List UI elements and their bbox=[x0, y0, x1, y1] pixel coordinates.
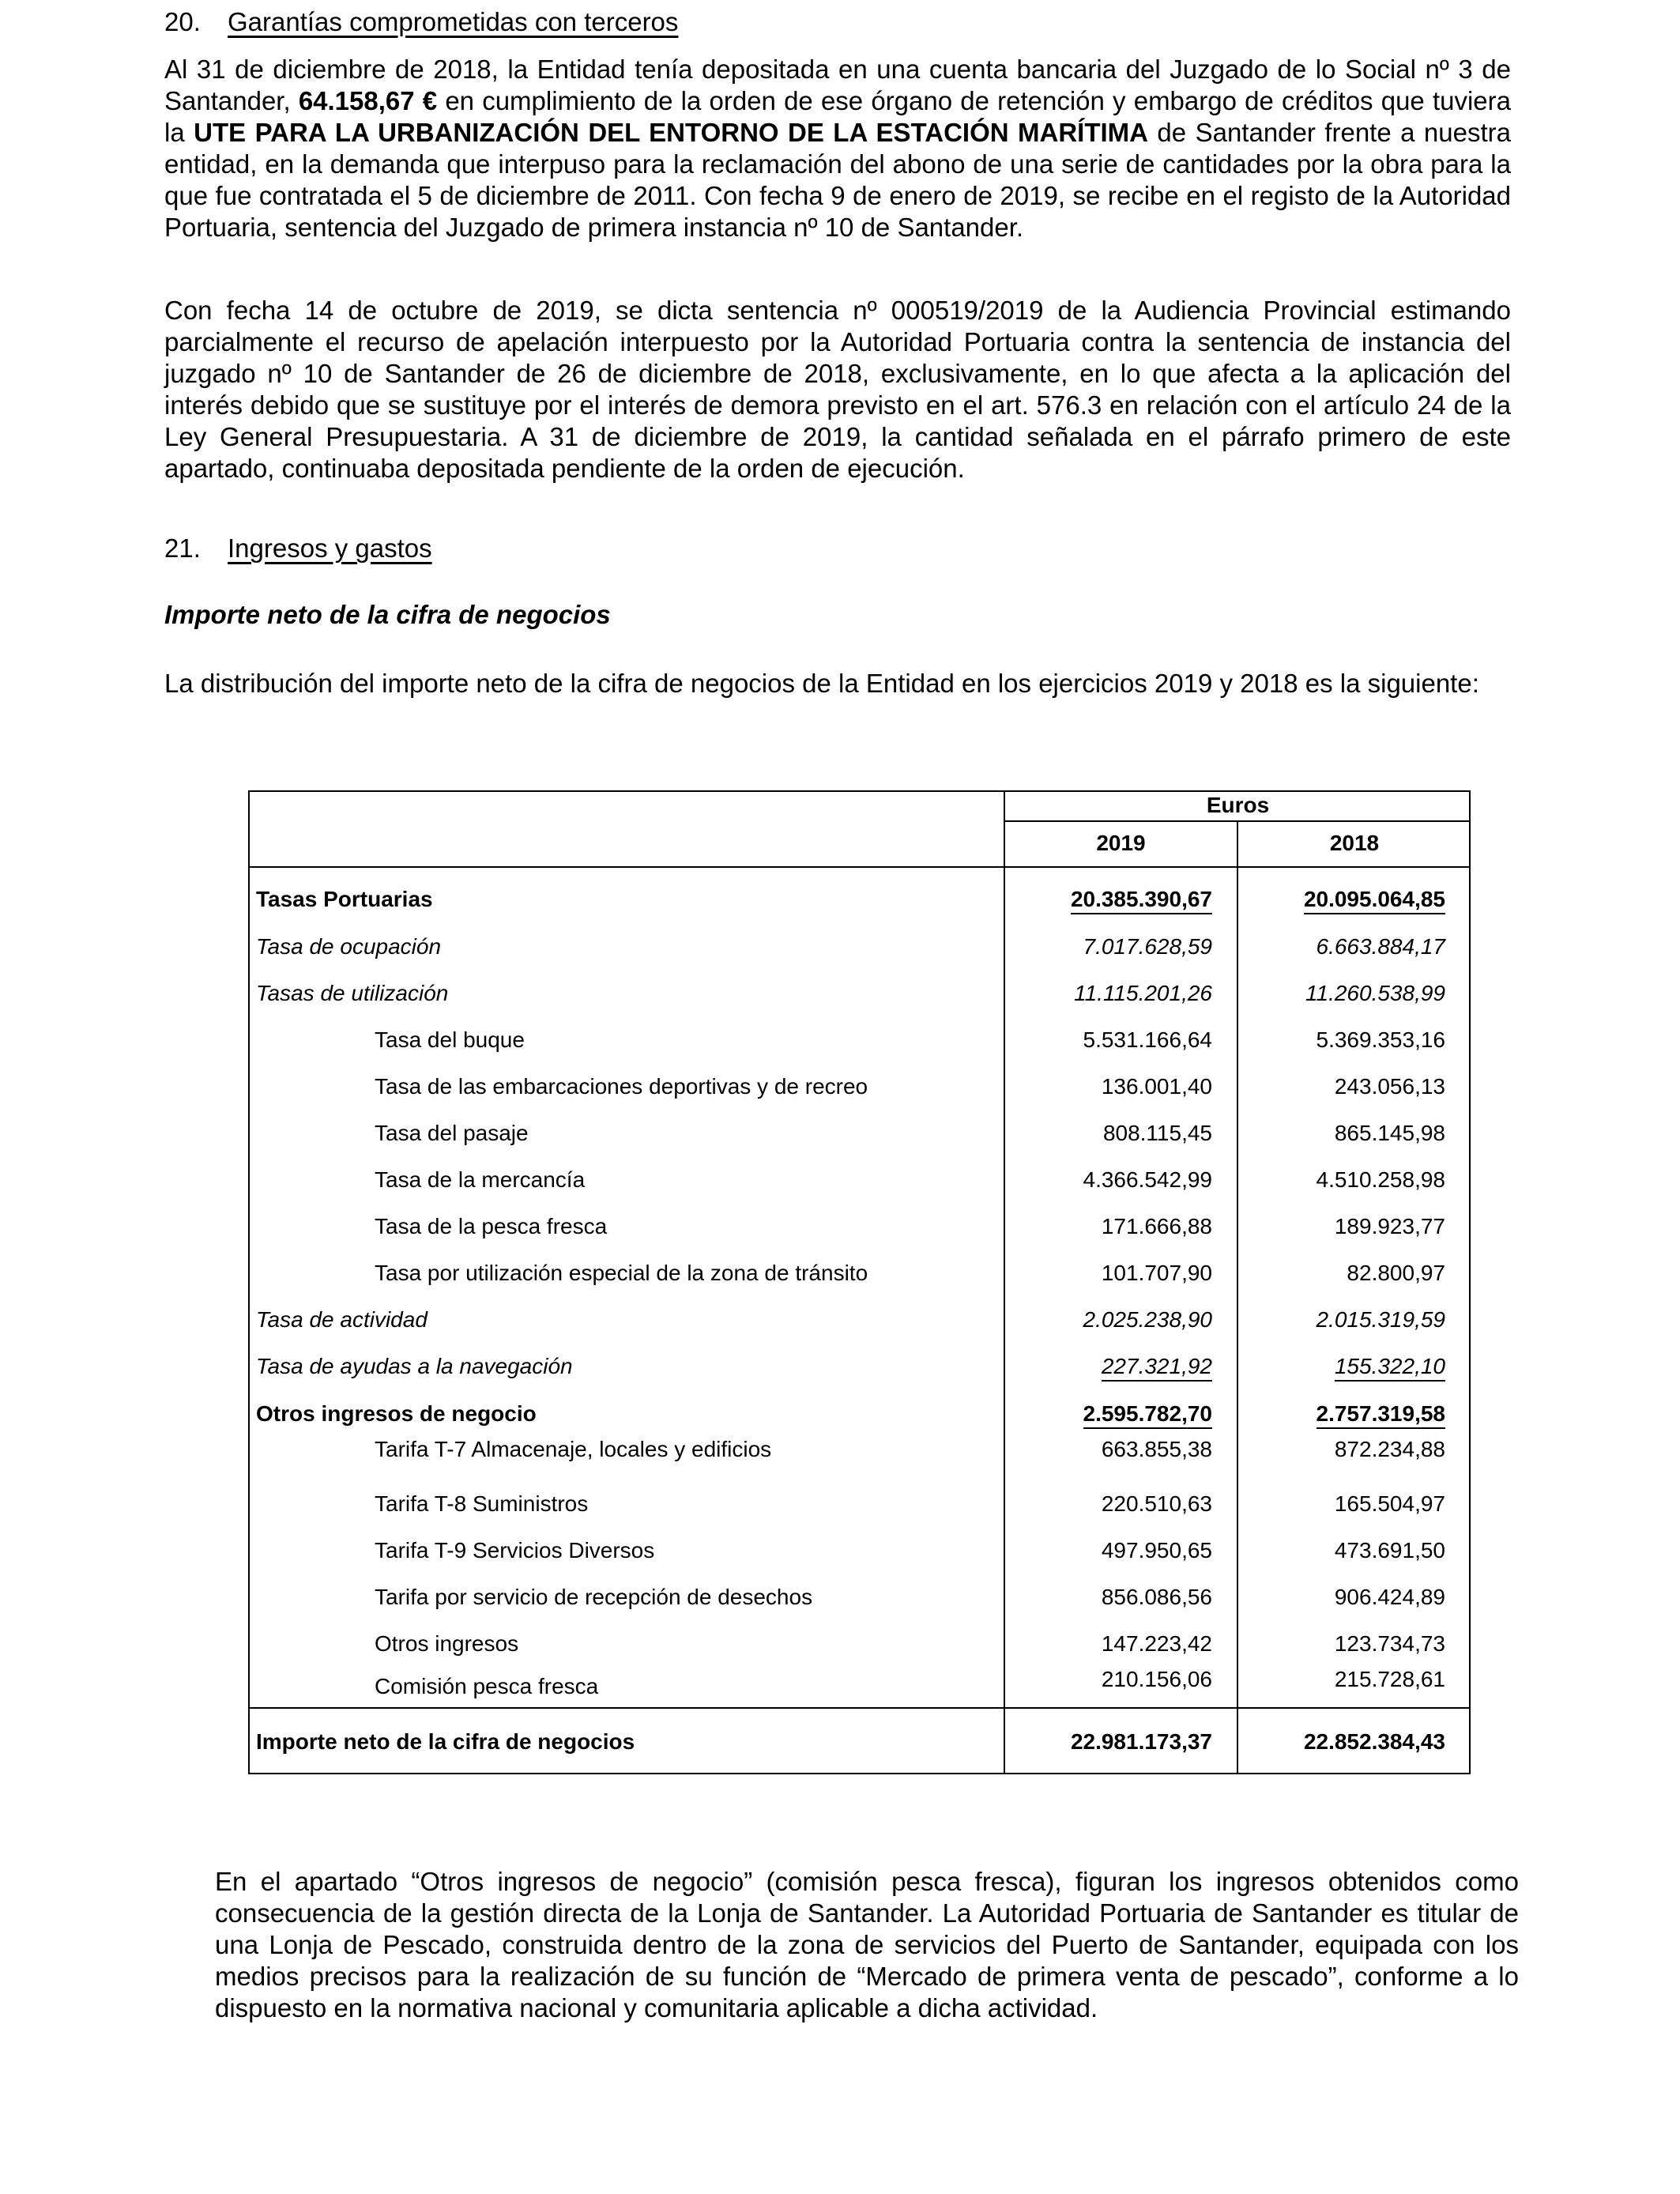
value-2019: 11.115.201,26 bbox=[1074, 981, 1212, 1005]
text-run: Al 31 de diciembre de 2018, la Entidad tenía depositada en una cuenta bancaria del Juzgado de lo Social nº 3 de Santander, bbox=[164, 55, 1511, 115]
subsection-title: Importe neto de la cifra de negocios bbox=[164, 600, 611, 629]
value-2019: 220.510,63 bbox=[1101, 1491, 1212, 1516]
value-2018: 11.260.538,99 bbox=[1305, 981, 1445, 1005]
row-label: Tasa por utilización especial de la zona de tránsito bbox=[375, 1261, 868, 1285]
row-label: Tasa de la mercancía bbox=[375, 1167, 586, 1192]
total-divider bbox=[250, 1707, 1471, 1709]
value-2019: 856.086,56 bbox=[1101, 1585, 1212, 1609]
section-number: 21. bbox=[164, 533, 201, 563]
value-2019: 171.666,88 bbox=[1101, 1214, 1212, 1238]
row-label: Tasa de actividad bbox=[256, 1307, 428, 1332]
row-label: Comisión pesca fresca bbox=[375, 1674, 599, 1698]
value-2018: 189.923,77 bbox=[1334, 1214, 1445, 1238]
row-label: Tasas Portuarias bbox=[256, 887, 433, 911]
value-2018: 2.015.319,59 bbox=[1316, 1307, 1445, 1332]
value-2019: 136.001,40 bbox=[1101, 1074, 1212, 1099]
value-2018: 123.734,73 bbox=[1334, 1631, 1445, 1656]
section-20-paragraph-2: Con fecha 14 de octubre de 2019, se dicta sentencia nº 000519/2019 de la Audiencia Provincial estimando parcialmente el recurso de apelación interpuesto por la Autoridad Portuaria contra la sentencia de instancia del juzgado nº 10 de Santander de 26 de diciembre de 2018, exclusivamente, en lo que afecta a la aplicación del interés debido que se sustituye por el interés de demora previsto en el art. 576.3 en relación con el artículo 24 de la Ley General Presupuestaria. A 31 de diciembre de 2019, la cantidad señalada en el párrafo primero de este apartado, continuaba depositada pendiente de la orden de ejecución. bbox=[164, 296, 1511, 483]
value-2019: 2.025.238,90 bbox=[1083, 1307, 1212, 1332]
total-label: Importe neto de la cifra de negocios bbox=[256, 1729, 635, 1754]
value-2018: 165.504,97 bbox=[1334, 1491, 1445, 1516]
entity-bold: UTE PARA LA URBANIZACIÓN DEL ENTORNO DE LA ESTACIÓN MARÍTIMA bbox=[194, 118, 1148, 147]
text-run: en cumplimiento de la orden de ese órgano de retención y embargo de créditos que tuviera la bbox=[164, 86, 1511, 147]
column-divider bbox=[1004, 792, 1005, 1774]
row-label: Tarifa T-9 Servicios Diversos bbox=[375, 1538, 655, 1563]
row-label: Tasa de la pesca fresca bbox=[375, 1214, 608, 1238]
value-2018: 82.800,97 bbox=[1347, 1261, 1445, 1285]
value-2018: 473.691,50 bbox=[1334, 1538, 1445, 1563]
value-2018: 865.145,98 bbox=[1334, 1121, 1445, 1145]
value-2019: 101.707,90 bbox=[1101, 1261, 1212, 1285]
revenue-table bbox=[248, 790, 1471, 1774]
value-2018: 5.369.353,16 bbox=[1316, 1027, 1445, 1052]
text-run: de Santander frente a nuestra entidad, en la demanda que interpuso para la reclamación del abono de una serie de cantidades por la obra para la que fue contratada el 5 de diciembre de 2011. Con fecha 9 de enero de 2019, se recibe en el registo de la Autoridad Portuaria, sentencia del Juzgado de primera instancia nº 10 de Santander. bbox=[164, 118, 1511, 242]
value-2019: 2.595.782,70 bbox=[1083, 1400, 1213, 1429]
row-label: Tasas de utilización bbox=[256, 981, 449, 1005]
table-header-euros: Euros bbox=[1206, 793, 1270, 817]
value-2018: 2.757.319,58 bbox=[1317, 1400, 1446, 1429]
row-label: Tasa de ayudas a la navegación bbox=[256, 1354, 573, 1378]
column-divider bbox=[1237, 822, 1238, 1774]
closing-paragraph: En el apartado “Otros ingresos de negocio” (comisión pesca fresca), figuran los ingresos obtenidos como consecuencia de la gestión directa de la Lonja de Santander. La Autoridad Portuaria de Santander es titular de una Lonja de Pescado, construida dentro de la zona de servicios del Puerto de Santander, equipada con los medios precisos para la realización de su función de “Mercado de primera venta de pescado”, conforme a lo dispuesto en la normativa nacional y comunitaria aplicable a dicha actividad. bbox=[215, 1867, 1519, 2022]
header-divider bbox=[250, 866, 1471, 868]
value-2019: 227.321,92 bbox=[1102, 1353, 1212, 1382]
row-label: Otros ingresos de negocio bbox=[256, 1401, 537, 1426]
value-2019: 4.366.542,99 bbox=[1083, 1167, 1212, 1192]
table-header-2019: 2019 bbox=[1096, 831, 1146, 855]
total-value-2019: 22.981.173,37 bbox=[1070, 1729, 1212, 1754]
row-label: Tasa de ocupación bbox=[256, 934, 442, 959]
value-2019: 210.156,06 bbox=[1101, 1667, 1212, 1691]
value-2018: 906.424,89 bbox=[1334, 1585, 1445, 1609]
value-2018: 6.663.884,17 bbox=[1316, 934, 1445, 959]
section-20-heading bbox=[164, 6, 678, 38]
value-2019: 663.855,38 bbox=[1101, 1437, 1212, 1461]
value-2018: 243.056,13 bbox=[1334, 1074, 1445, 1099]
intro-paragraph: La distribución del importe neto de la cifra de negocios de la Entidad en los ejercicios 2019 y 2018 es la siguiente: bbox=[164, 669, 1479, 698]
table-header-2018: 2018 bbox=[1329, 831, 1380, 855]
section-title: Garantías comprometidas con terceros bbox=[228, 7, 679, 36]
value-2018: 4.510.258,98 bbox=[1316, 1167, 1445, 1192]
row-label: Tasa de las embarcaciones deportivas y de recreo bbox=[375, 1074, 868, 1099]
row-label: Otros ingresos bbox=[375, 1631, 519, 1656]
row-label: Tasa del buque bbox=[375, 1027, 525, 1052]
section-21-heading bbox=[164, 533, 432, 564]
value-2018: 215.728,61 bbox=[1334, 1667, 1445, 1691]
row-label: Tarifa T-7 Almacenaje, locales y edificios bbox=[375, 1437, 772, 1461]
value-2019: 808.115,45 bbox=[1102, 1121, 1212, 1145]
section-number: 20. bbox=[164, 7, 201, 36]
header-divider bbox=[1004, 820, 1471, 822]
value-2018: 20.095.064,85 bbox=[1304, 886, 1445, 914]
value-2019: 20.385.390,67 bbox=[1071, 886, 1212, 914]
value-2019: 147.223,42 bbox=[1101, 1631, 1212, 1656]
value-2019: 7.017.628,59 bbox=[1083, 934, 1212, 959]
row-label: Tasa del pasaje bbox=[375, 1121, 529, 1145]
value-2019: 497.950,65 bbox=[1101, 1538, 1212, 1563]
amount-bold: 64.158,67 € bbox=[298, 86, 438, 115]
row-label: Tarifa T-8 Suministros bbox=[375, 1491, 589, 1516]
section-20-paragraph-1 bbox=[164, 54, 1511, 243]
value-2018: 155.322,10 bbox=[1335, 1353, 1445, 1382]
section-title: Ingresos y gastos bbox=[228, 533, 432, 563]
row-label: Tarifa por servicio de recepción de desechos bbox=[375, 1585, 813, 1609]
total-value-2018: 22.852.384,43 bbox=[1303, 1729, 1445, 1754]
value-2018: 872.234,88 bbox=[1334, 1437, 1445, 1461]
value-2019: 5.531.166,64 bbox=[1083, 1027, 1212, 1052]
